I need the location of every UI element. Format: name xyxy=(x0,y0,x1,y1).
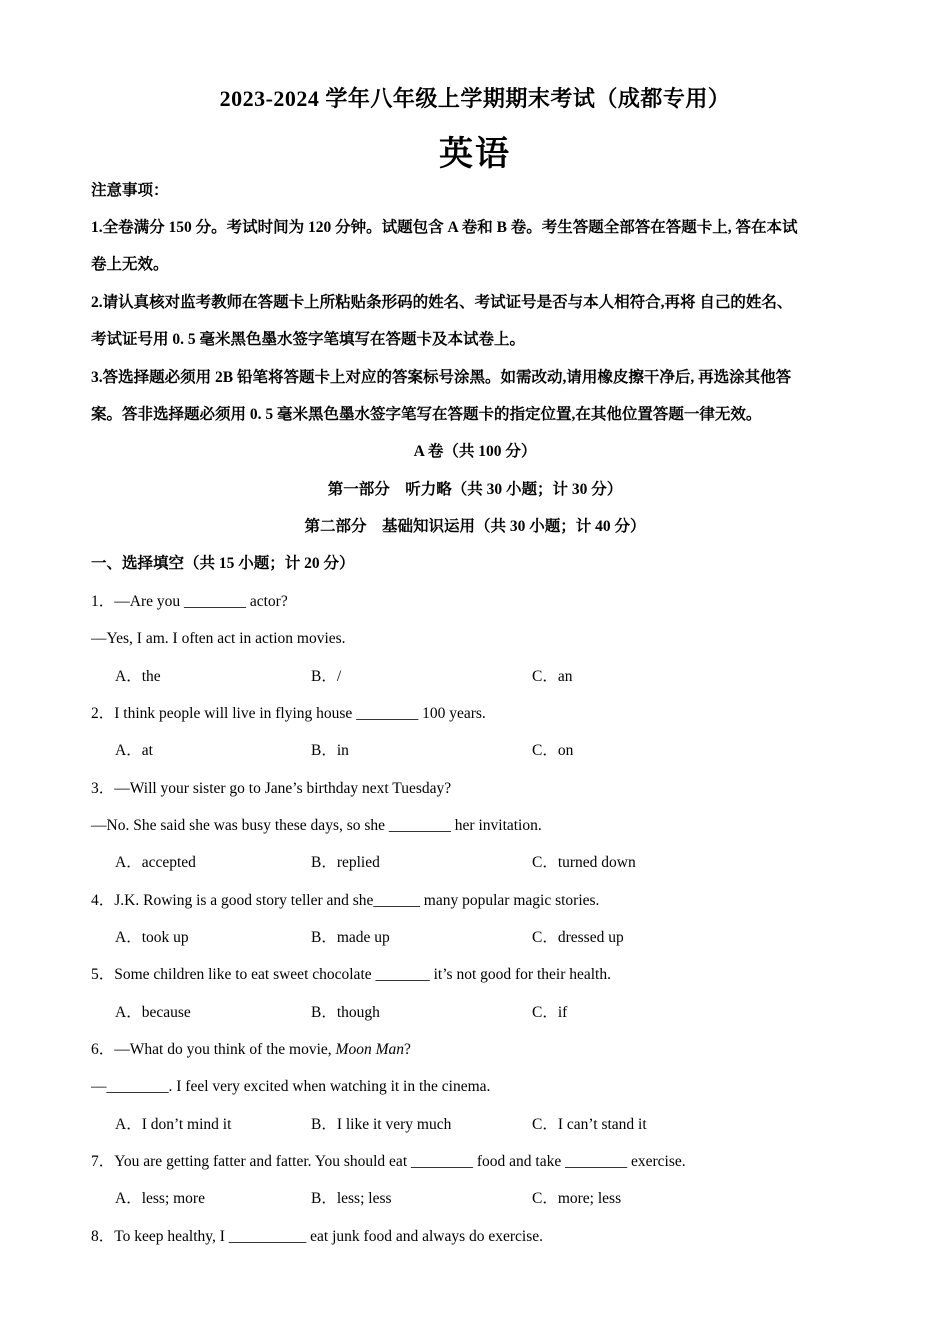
section-1-heading: 一、选择填空（共 15 小题；计 20 分） xyxy=(91,555,355,572)
question-1-option-b: B．/ xyxy=(311,668,342,685)
question-8-stem: 8．To keep healthy, I __________ eat junk food and always do exercise. xyxy=(91,1228,544,1245)
question-7-option-b: B．less; less xyxy=(311,1190,392,1207)
question-7-stem: 7．You are getting fatter and fatter. You should eat ________ food and take ________ exercise. xyxy=(91,1153,686,1170)
question-1-response: —Yes, I am. I often act in action movies. xyxy=(91,630,346,647)
question-6-stem-end: ? xyxy=(403,1041,411,1058)
question-4-option-c: C．dressed up xyxy=(532,929,624,946)
question-3-stem: 3．—Will your sister go to Jane’s birthday next Tuesday? xyxy=(91,780,452,797)
question-6-option-a: A．I don’t mind it xyxy=(115,1116,232,1133)
question-3-option-c: C．turned down xyxy=(532,854,636,871)
question-5-option-c: C．if xyxy=(532,1004,568,1021)
question-6-stem-text: 6．—What do you think of the movie, xyxy=(91,1041,336,1058)
notice-item-1-line-1: 1.全卷满分 150 分。考试时间为 120 分钟。试题包含 A 卷和 B 卷。考生答题全部答在答题卡上, 答在本试 xyxy=(91,219,798,236)
question-1-option-a: A．the xyxy=(115,668,161,685)
question-7-option-c: C．more; less xyxy=(532,1190,622,1207)
question-2-option-b: B．in xyxy=(311,742,349,759)
question-2-option-a: A．at xyxy=(115,742,153,759)
subject-title: 英语 xyxy=(439,136,511,173)
question-6-response: —________. I feel very excited when watching it in the cinema. xyxy=(91,1078,491,1095)
question-3-option-b: B．replied xyxy=(311,854,380,871)
question-2-option-c: C．on xyxy=(532,742,574,759)
notice-item-3-line-2: 案。答非选择题必须用 0. 5 毫米黑色墨水签字笔写在答题卡的指定位置,在其他位置答题一律无效。 xyxy=(91,406,762,423)
notice-item-1-line-2: 卷上无效。 xyxy=(91,256,169,273)
question-1-option-c: C．an xyxy=(532,668,573,685)
exam-title: 2023-2024 学年八年级上学期期末考试（成都专用） xyxy=(219,86,731,111)
question-2-stem: 2．I think people will live in flying house ________ 100 years. xyxy=(91,705,486,722)
part-1-heading: 第一部分 听力略（共 30 小题；计 30 分） xyxy=(327,481,623,498)
question-5-stem: 5．Some children like to eat sweet chocolate _______ it’s not good for their health. xyxy=(91,966,611,983)
part-2-heading: 第二部分 基础知识运用（共 30 小题；计 40 分） xyxy=(304,518,646,535)
notice-item-2-line-2: 考试证号用 0. 5 毫米黑色墨水签字笔填写在答题卡及本试卷上。 xyxy=(91,331,526,348)
question-3-response: —No. She said she was busy these days, so she ________ her invitation. xyxy=(91,817,542,834)
question-5-option-a: A．because xyxy=(115,1004,191,1021)
paper-a-heading: A 卷（共 100 分） xyxy=(413,443,537,460)
question-3-option-a: A．accepted xyxy=(115,854,196,871)
question-6-option-c: C．I can’t stand it xyxy=(532,1116,647,1133)
question-4-stem: 4．J.K. Rowing is a good story teller and she______ many popular magic stories. xyxy=(91,892,600,909)
question-4-option-b: B．made up xyxy=(311,929,390,946)
question-4-option-a: A．took up xyxy=(115,929,189,946)
notice-item-2-line-1: 2.请认真核对监考教师在答题卡上所粘贴条形码的姓名、考试证号是否与本人相符合,再将 自己的姓名、 xyxy=(91,294,793,311)
movie-title: Moon Man xyxy=(335,1041,404,1058)
question-7-option-a: A．less; more xyxy=(115,1190,205,1207)
question-1-stem: 1．—Are you ________ actor? xyxy=(91,593,288,610)
notice-item-3-line-1: 3.答选择题必须用 2B 铅笔将答题卡上对应的答案标号涂黑。如需改动,请用橡皮擦干净后, 再选涂其他答 xyxy=(91,369,792,386)
question-6-stem xyxy=(91,1040,411,1060)
question-5-option-b: B．though xyxy=(311,1004,380,1021)
notice-heading: 注意事项： xyxy=(91,182,169,199)
question-6-option-b: B．I like it very much xyxy=(311,1116,452,1133)
